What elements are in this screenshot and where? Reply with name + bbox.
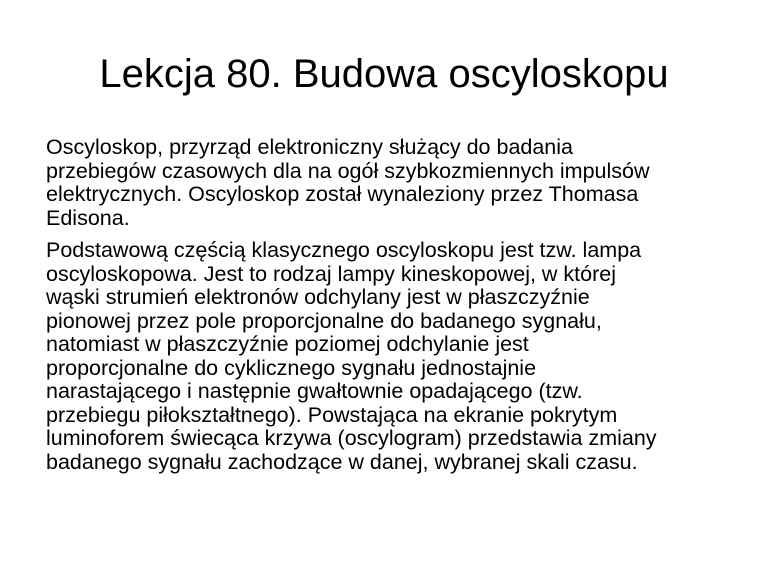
text-line: wąski strumień elektronów odchylany jest w płaszczyźnie	[46, 285, 590, 309]
paragraph-construction	[46, 239, 746, 474]
text-line: przebiegów czasowych dla na ogół szybkozmiennych impulsów	[46, 158, 650, 183]
text-line: elektrycznych. Oscyloskop został wynaleziony przez Thomasa	[46, 182, 639, 206]
slide-title: Lekcja 80. Budowa oscyloskopu	[99, 52, 669, 96]
text-line: oscyloskopowa. Jest to rodzaj lampy kineskopowej, w której	[46, 261, 617, 286]
text-line: pionowej przez pole proporcjonalne do badanego sygnału,	[46, 308, 602, 333]
text-line: badanego sygnału zachodzące w danej, wybranej skali czasu.	[46, 449, 638, 474]
text-line: proporcjonalne do cyklicznego sygnału jednostajnie	[46, 355, 537, 380]
slide-body	[46, 136, 746, 483]
text-line: przebiegu piłokształtnego). Powstająca na ekranie pokrytym	[46, 402, 618, 427]
text-line: Podstawową częścią klasycznego oscyloskopu jest tzw. lampa	[46, 238, 642, 262]
paragraph-definition	[46, 136, 746, 230]
text-line: Oscyloskop, przyrząd elektroniczny służący do badania	[46, 135, 574, 159]
text-line: luminoforem świecąca krzywa (oscylogram) przedstawia zmiany	[46, 426, 657, 450]
text-line: natomiast w płaszczyźnie poziomej odchylanie jest	[46, 332, 529, 356]
text-line: narastającego i następnie gwałtownie opadającego (tzw.	[46, 379, 583, 403]
text-line: Edisona.	[46, 205, 130, 230]
